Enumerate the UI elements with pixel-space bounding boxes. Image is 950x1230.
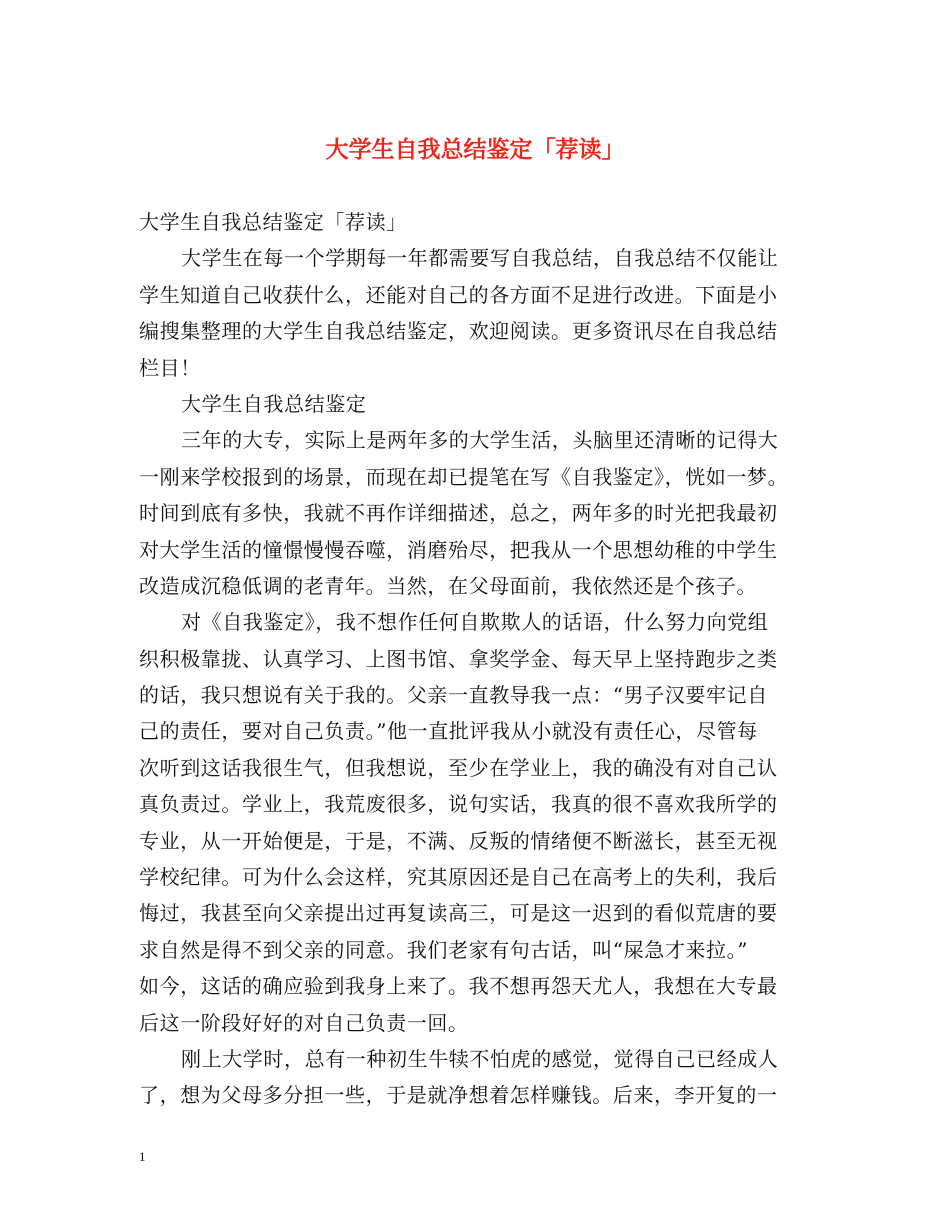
paragraph-line: 的话，我只想说有关于我的。父亲一直教导我一点：“男子汉要牢记自 [139, 683, 768, 708]
paragraph-line: 一刚来学校报到的场景，而现在却已提笔在写《自我鉴定》，恍如一梦。 [139, 464, 789, 489]
page-number: 1 [139, 1149, 146, 1164]
paragraph-line: 改造成沉稳低调的老青年。当然，在父母面前，我依然还是个孩子。 [139, 573, 757, 598]
section-heading: 大学生自我总结鉴定 [181, 391, 367, 416]
paragraph-line: 对《自我鉴定》，我不想作任何自欺欺人的话语，什么努力向党组 [181, 610, 769, 635]
document-body [139, 204, 819, 1114]
document-title: 大学生自我总结鉴定「荐读」 [325, 137, 625, 163]
paragraph-line: 大学生在每一个学期每一年都需要写自我总结，自我总结不仅能让 [181, 246, 779, 271]
paragraph-line: 悔过，我甚至向父亲提出过再复读高三，可是这一迟到的看似荒唐的要 [139, 901, 778, 926]
paragraph-line: 学校纪律。可为什么会这样，究其原因还是自己在高考上的失利，我后 [139, 865, 778, 890]
paragraph-line: 己的责任，要对自己负责。”他一直批评我从小就没有责任心，尽管每 [139, 719, 758, 744]
subtitle-line: 大学生自我总结鉴定「荐读」 [139, 210, 407, 234]
paragraph-line: 刚上大学时，总有一种初生牛犊不怕虎的感觉，觉得自己已经成人 [181, 1046, 779, 1071]
paragraph-line: 学生知道自己收获什么，还能对自己的各方面不足进行改进。下面是小 [139, 282, 778, 307]
paragraph-line: 时间到底有多快，我就不再作详细描述，总之，两年多的时光把我最初 [139, 501, 778, 526]
paragraph-line: 次听到这话我很生气，但我想说，至少在学业上，我的确没有对自己认 [139, 755, 778, 780]
paragraph-line: 了，想为父母多分担一些，于是就净想着怎样赚钱。后来，李开复的一 [139, 1083, 778, 1108]
paragraph-line: 如今，这话的确应验到我身上来了。我不想再怨天尤人，我想在大专最 [139, 974, 778, 999]
paragraph-line: 三年的大专，实际上是两年多的大学生活，头脑里还清晰的记得大 [181, 428, 779, 453]
paragraph-line: 织积极靠拢、认真学习、上图书馆、拿奖学金、每天早上坚持跑步之类 [139, 646, 778, 671]
paragraph-line: 对大学生活的憧憬慢慢吞噬，消磨殆尽，把我从一个思想幼稚的中学生 [139, 537, 778, 562]
paragraph-line: 后这一阶段好好的对自己负责一回。 [139, 1010, 469, 1035]
paragraph-line: 编搜集整理的大学生自我总结鉴定，欢迎阅读。更多资讯尽在自我总结 [139, 319, 778, 344]
paragraph-line: 栏目！ [139, 355, 201, 380]
paragraph-line: 真负责过。学业上，我荒废很多，说句实话，我真的很不喜欢我所学的 [139, 792, 778, 817]
paragraph-line: 求自然是得不到父亲的同意。我们老家有句古话，叫“屎急才来拉。” [139, 937, 749, 962]
paragraph-line: 专业，从一开始便是，于是，不满、反叛的情绪便不断滋长，甚至无视 [139, 828, 778, 853]
